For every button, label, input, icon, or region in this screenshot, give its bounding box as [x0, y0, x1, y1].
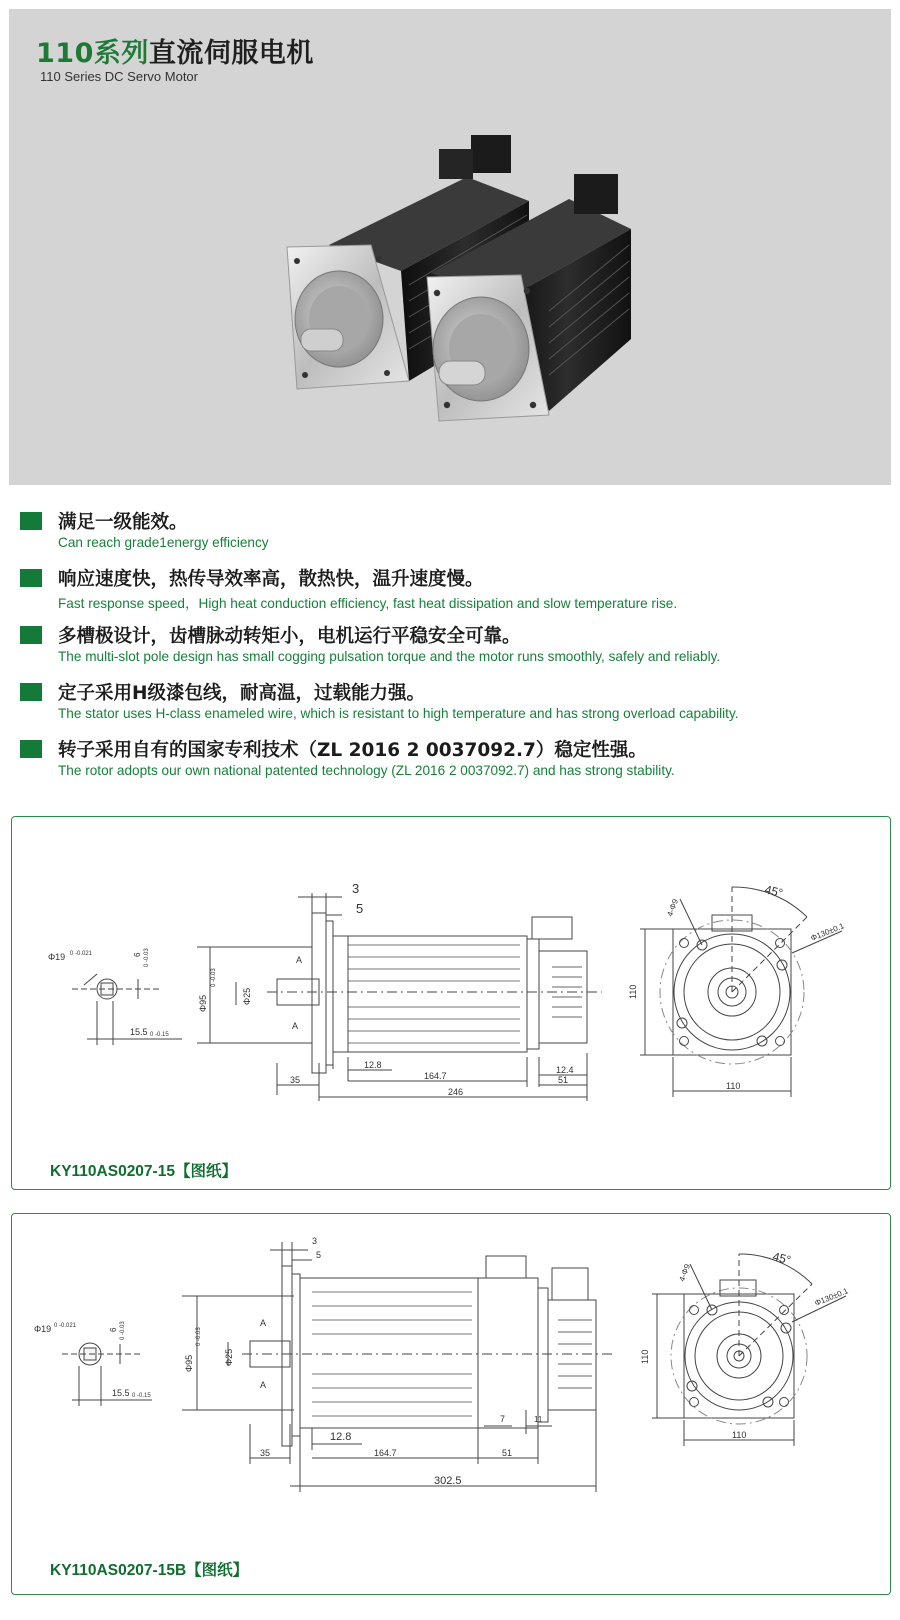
dim-51: 51 [502, 1448, 513, 1458]
dim-d25: Φ25 [224, 1348, 234, 1366]
dim-keydepth: 15.5 [112, 1388, 130, 1398]
dim-key-tol: 0 -0.03 [144, 948, 150, 967]
drawing-panel [11, 816, 891, 1190]
model-label: KY110AS0207-15B【图纸】 [50, 1562, 249, 1579]
dim-3: 3 [312, 1236, 318, 1246]
hero-banner [9, 9, 891, 485]
dim-shaft-tol: 0 -0.021 [54, 1323, 77, 1329]
dim-angle: 45° [771, 1249, 793, 1268]
feature-desc: The rotor adopts our own national patented technology (ZL 2016 2 0037092.7) and has strong stability. [58, 763, 675, 778]
feature-desc: The multi-slot pole design has small cogging pulsation torque and the motor runs smoothly, safely and reliably. [58, 649, 721, 664]
feature-desc: Can reach grade1energy efficiency [58, 535, 269, 550]
dim-pcd: Φ130±0.1 [809, 921, 846, 943]
dim-shaft: Φ19 [34, 1324, 52, 1334]
dim-shaft: Φ19 [48, 952, 66, 962]
feature-item [18, 679, 890, 736]
technical-drawing [12, 817, 890, 1147]
feature-desc: Fast response speed，High heat conduction efficiency, fast heat dissipation and slow temperature rise. [58, 596, 678, 611]
dim-164-7: 164.7 [374, 1448, 397, 1458]
dim-12-8: 12.8 [364, 1060, 382, 1070]
bullet-square-icon [20, 740, 42, 758]
dim-35: 35 [260, 1448, 271, 1458]
motor-product-image [9, 9, 891, 485]
dim-holes: 4-Φ9 [677, 1262, 693, 1283]
dim-spigot-tol: 0 -0.03 [196, 1327, 202, 1346]
page-title: 110系列直流伺服电机 [36, 38, 314, 69]
drawing-panel [11, 1213, 891, 1595]
feature-list [18, 508, 890, 793]
dim-shaft-tol: 0 -0.021 [70, 951, 93, 957]
datum-a-bottom: A [260, 1380, 267, 1390]
dim-35: 35 [290, 1075, 301, 1085]
feature-item [18, 508, 890, 565]
dim-d25: Φ25 [242, 987, 252, 1005]
datum-a-top: A [260, 1318, 267, 1328]
dim-5: 5 [316, 1250, 322, 1260]
feature-title: 定子采用H级漆包线，耐高温，过载能力强。 [58, 683, 425, 704]
dim-5: 5 [356, 901, 364, 916]
dim-key: 6 [133, 952, 142, 957]
dim-spigot-tol: 0 -0.03 [211, 968, 217, 987]
dim-key: 6 [109, 1327, 118, 1332]
page-subtitle: 110 Series DC Servo Motor [40, 69, 198, 84]
feature-item [18, 565, 890, 622]
dim-width: 110 [726, 1081, 741, 1091]
dim-keydepth-tol: 0 -0.15 [150, 1032, 169, 1038]
feature-item [18, 622, 890, 679]
dim-angle: 45° [763, 882, 785, 901]
dim-holes: 4-Φ9 [665, 897, 681, 918]
dim-pcd: Φ130±0.1 [813, 1286, 850, 1308]
dim-3: 3 [352, 881, 360, 896]
dim-spigot: Φ95 [184, 1354, 194, 1372]
model-label: KY110AS0207-15【图纸】 [50, 1163, 237, 1180]
bullet-square-icon [20, 512, 42, 530]
dim-width: 110 [732, 1430, 747, 1440]
bullet-square-icon [20, 569, 42, 587]
dim-11: 11 [534, 1415, 543, 1424]
dim-keydepth-tol: 0 -0.15 [132, 1393, 151, 1399]
dim-keydepth: 15.5 [130, 1027, 148, 1037]
dim-spigot: Φ95 [198, 994, 208, 1012]
feature-desc: The stator uses H-class enameled wire, which is resistant to high temperature and has strong overload capability. [58, 706, 739, 721]
datum-a-top: A [296, 955, 303, 965]
technical-drawing [12, 1214, 890, 1544]
feature-title: 转子采用自有的国家专利技术（ZL 2016 2 0037092.7）稳定性强。 [58, 740, 647, 761]
bullet-square-icon [20, 626, 42, 644]
feature-title: 响应速度快，热传导效率高，散热快，温升速度慢。 [58, 569, 484, 590]
feature-title: 满足一级能效。 [58, 512, 188, 533]
dim-total: 246 [448, 1087, 464, 1097]
dim-height: 110 [640, 1349, 650, 1364]
bullet-square-icon [20, 683, 42, 701]
dim-12-4: 12.4 [556, 1065, 574, 1075]
datum-a-bottom: A [292, 1021, 299, 1031]
feature-item [18, 736, 890, 793]
dim-164-7: 164.7 [424, 1071, 447, 1081]
feature-title: 多槽极设计，齿槽脉动转矩小，电机运行平稳安全可靠。 [58, 626, 521, 647]
dim-height: 110 [628, 984, 638, 999]
dim-12-8: 12.8 [330, 1431, 352, 1443]
dim-7: 7 [500, 1414, 506, 1424]
dim-key-tol: 0 -0.03 [120, 1321, 126, 1340]
dim-51: 51 [558, 1075, 569, 1085]
dim-total: 302.5 [434, 1475, 462, 1487]
